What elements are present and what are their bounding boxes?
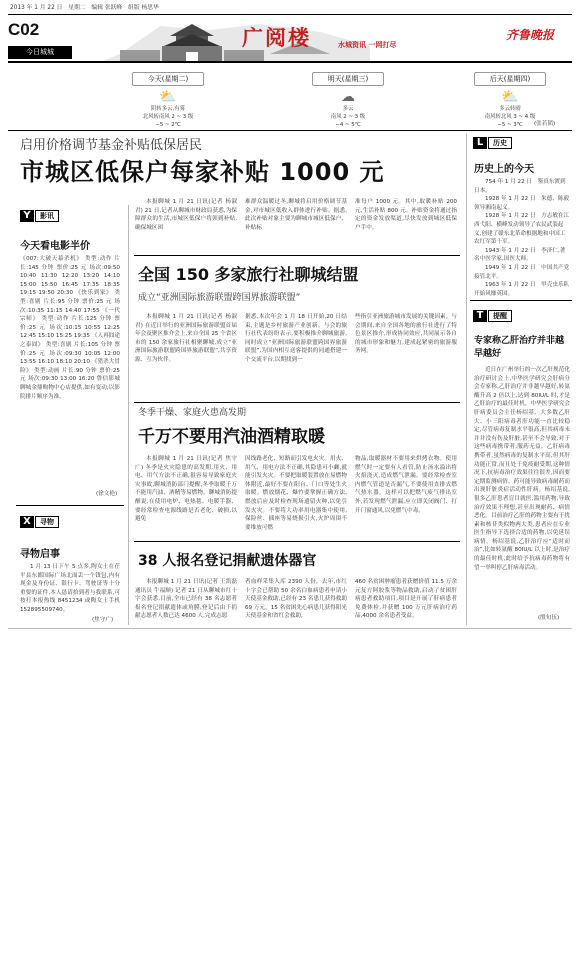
lostfound-credit: (焦守广): [92, 617, 114, 623]
weather-temp: −5 ~ 2℃: [155, 122, 181, 128]
lead-col-2: 难群众温暖过冬,聊城将启用价格调节基金,对市城区低收入群体进行补贴。据悉,此次补贴对象主要为聊城市城区低保户、补贴标: [245, 199, 347, 231]
tips-body: 近日在广州举行的一次乙肝规范化治疗研讨会上,中华医学研究会肝病分会专家称,乙肝治疗并非越早越好,转氨酶升高 2 倍以上,达到 80IU/L 时,才是乙肝治疗的最佳时机。中华医学研究会肝病委员会主任杨绍基、大多数乙肝大、小三阳病毒者肝功能一直比较稳定,尽管病毒复制水平很高,但其病毒未并并没有伤及肝脏,甚至不会导致,对于这些病毒携带者,服药无益。乙肝病毒携带者,虽然病毒的复制水平高,但其肝功能正常,而且处于免疫耐受期,这种情况下,抗病毒治疗效果往往很差,因而要定期监测病情。药可能导致病毒耐药而出现肝脏炎症活动性肝病。杨绍基说,很多乙肝患者盲目就医,滥用药物,导致治疗效果不理想,甚至出现耐药、病情恶化。目前治疗乙肝的药物主要有干扰素和核苷类似物两大类,患者应在专业医生指导下选择合适的药物,以免延误病情。杨绍基说,乙肝治疗应“适时而治”,比如转氨酶 80IU/L 以上时,是治疗的最佳时机,此时给予抗病毒药物将有望一举叫停乙肝病毒活动。: [474, 367, 570, 571]
weather-tomorrow: [300, 72, 396, 129]
section-letter: X: [20, 516, 34, 528]
page-title: 广阅楼: [242, 26, 311, 50]
heaters-kicker: 冬季干燥、家庭火患高发期: [138, 408, 247, 418]
center-rule-1: [134, 255, 460, 256]
weather-desc: 多云: [342, 106, 354, 112]
page-bottom-rule: [8, 628, 572, 629]
section-history: [473, 137, 512, 149]
left-divider: [128, 205, 129, 625]
movies-headline: 今天看电影半价: [20, 241, 90, 252]
movies-credit: (徐文艳): [96, 491, 118, 497]
weather-temp: −5 ~ 3℃: [497, 122, 523, 128]
section-name: 历史: [488, 137, 512, 149]
brand-logo: 齐鲁晚报: [506, 28, 555, 42]
weather-wind: 南风 2 ~ 3 级: [330, 114, 366, 120]
cloud-sun-icon: ⛅: [501, 89, 519, 105]
page-subtitle: 水城资讯 一网打尽: [338, 41, 397, 49]
center-rule-2: [134, 402, 460, 403]
lead-col-1: 本报聊城 1 月 21 日讯(记者 杨淑君) 21 日,记者从聊城市财政局获悉,为保障群众的生活,市城区低保户将领到补贴,确保城区困: [135, 199, 237, 231]
section-lostfound: [20, 516, 59, 528]
weather-wind: 北风转南风 2 ~ 3 级: [142, 114, 194, 120]
lead-headline: 市城区低保户每家补贴 1000 元: [20, 158, 385, 186]
weather-day: 明天(星期三): [312, 72, 384, 86]
movies-body: 《007:大破天幕杀机》 类型:动作 片长:145 分钟 票价:25 元 场次:09:50 10:40 11:30 12:20 13:20 14:10 15:00 15:50 16:45 17:35 18:35 19:15 19:50 20:30 《快乐到家》 类型:喜剧 片长:95 分钟 票价:25 元 场次:10:35 11:15 14:40 17:55 《一代宗师》 类型:动作 片长:125 分钟 票价:25 元 场次:10:15 10:55 12:25 12:45 15:10 15:25 19:35 《人再囧途之泰囧》 类型:喜剧 片长:105 分钟 票价:25 元 场次:09:30 10:05 12:00 13:55 16:10 18:10 20:10 《猎杀大冒险》 类型:动画 片长:90 分钟 票价:25 元 场次:09:30 13:00 16:20 鲁信影城聊城金鼎购物中心店提供,如有变动,以影院排片顺序为准。: [20, 256, 120, 400]
right-section-rule: [470, 300, 572, 301]
section-name: 影讯: [35, 210, 59, 222]
date-line: 2013 年 1 月 22 日 星期二 编辑 张跃峰 组版 杨思华: [10, 5, 159, 11]
cloud-icon: ☁: [341, 89, 355, 105]
tours-headline: 全国 150 多家旅行社聊城结盟: [138, 265, 359, 284]
weather-credit: (张若韬): [534, 121, 556, 127]
history-list: [474, 178, 570, 298]
header-rule: [8, 14, 572, 15]
donation-col-1: 本报聊城 1 月 21 日讯(记者 王凯磊 通讯员 牛福顺) 记者 21 日从聊城市红十字会获悉,目前,全市已经有 38 名志愿者报名登记捐献遗体或角膜,登记后由于捐献志愿者人数已达 4600 人,完成志愿: [135, 579, 237, 620]
lostfound-body: 1 月 13 日下午 5 点多,陶女士在茌平县东都国际广场北面丢一个钱包,内有现金及身份证、银行卡、驾驶证等十分重要的证件,本人恳请拾到者与我联系,可按打本报热线 8451234 或陶女士手机 152895509740。: [20, 564, 120, 613]
tips-headline: 专家称乙肝治疗并非越早越好: [474, 336, 565, 359]
left-section-rule: [16, 505, 124, 506]
heaters-col-2: 因线路老化、短路而引发电火灾。用火、用气、用电方法不正确,其隐患可小觑,就能引发火灾。不要把取暖装置放在易燃物体附近,最好不要在阳台、门口等处生火取暖。燃放烟花、爆竹要掌握正确方法,燃放后应及时检查现场遗留火种,以免引发火灾。不要将大功率用电器集中使用,保险丝、插座等易烧损引火,火炉周围不要堆放可燃: [245, 456, 347, 531]
heaters-col-1: 本报聊城 1 月 21 日讯(记者 焦守广) 冬季是火灾隐患的高发期,用火、用电、用气方法不正确,很容易导致家庭火灾事故,聊城消防部门提醒,冬季取暖千万不能用汽油、酒精等易燃物。聊城消防提醒说,在使用电炉、电热毯、电暖手器、要经常检查电源线路是否老化、破损,以避免: [135, 456, 237, 523]
channel-tab: 今日城城: [8, 46, 72, 59]
weather-today: [120, 72, 216, 129]
donation-col-2: 者血样采集入库 2390 人份。去年,市红十字会已帮助 50 余名白血病患者申请小天使基金救助,已经有 23 名患儿获得救助 69 万元。15 名贫困先心病患儿获得阳光天使基金和省红会救助,: [245, 579, 347, 620]
tours-subhead: 成立“亚洲国际旅游联盟跨国界旅游联盟”: [138, 293, 301, 303]
heaters-headline: 千万不要用汽油酒精取暖: [138, 427, 325, 447]
tours-col-1: 本报聊城 1 月 21 日讯(记者 杨淑君) 在近日举行的亚洲国际旅游联盟首届年会及聚区推介会上,来自全国 25 个省区市的 150 余家旅行社相聚聊城,成立“亚洲国际旅游联盟跨国界旅游联盟”,共享资源、互为伙伴。: [135, 314, 237, 363]
section-letter: L: [473, 137, 487, 149]
list-item: 754 年 1 月 22 日 鉴真东渡到日本。: [474, 179, 566, 194]
tours-col-3: 些指引亚洲旅游城市发展的关键因素。与会期间,来自全国各地的旅行社进行了特色景区推介,形成协同效应,共同展示各自的城市形象和魅力,建成起紧密的旅游服务网。: [355, 314, 457, 355]
donation-col-3: 460 名贫困肿瘤患者获赠价值 11.5 万余元复方阿胶浆等物品救助,启动了贫困肝病患者救助项目,项目是开展了肝病患者免费体检,并获赠 100 万元肝病治疗药品,4000 余名患者受益。: [355, 579, 457, 620]
lostfound-headline: 寻物启事: [20, 549, 60, 560]
weather-wind: 南风转北风 3 ~ 4 级: [484, 114, 536, 120]
history-headline: 历史上的今天: [474, 164, 534, 175]
tours-col-2: 据悉,本次年会 1 月 18 日开始,20 日结束,主题是乡村旅游产业创新。与会的旅行社代表纷纷表示,要积极推介聊城旅游,同时成立“亚洲国际旅游联盟跨国界旅游联盟”,为国内相互送客提供的同通搭建一个交流平台,以期找到一: [245, 314, 347, 363]
section-name: 寻物: [35, 516, 59, 528]
section-name: 提醒: [488, 310, 512, 322]
weather-desc: 多云转晴: [499, 106, 521, 112]
lead-col-3: 准每户 1000 元。其中,取暖补贴 200 元,生活补贴 800 元。补贴资金将通过指定的资金发放渠道,尽快发放到城区低保户手中。: [355, 199, 457, 231]
donation-headline: 38 人报名登记捐献遗体器官: [138, 553, 317, 569]
header-bottom-rule: [8, 61, 572, 63]
column-divider: [466, 133, 467, 625]
heaters-col-3: 物品,取暖器材不要用来烘烤衣物。使用燃气时一定要有人看管,防止汤水溢出将火焰浇灭,造成燃气泄漏。要经常检查室内燃气管道是否漏气,不要使用直排式燃气热水器。这样可以把燃气废气排出室外,若发现燃气泄漏,应立即关闭阀门、打开门窗通风,以免燃气中毒。: [355, 456, 457, 514]
weather-day: 今天(星期二): [132, 72, 204, 86]
weather-rule: [8, 130, 572, 131]
list-item: 1943 年 1 月 22 日 李济仁,著名中医学家,国医大师。: [474, 247, 566, 263]
list-item: 1928 年 1 月 22 日 朱德、陈毅领导湘南起义。: [474, 196, 570, 211]
weather-temp: −4 ~ 5℃: [335, 122, 361, 128]
section-letter: Y: [20, 210, 34, 222]
list-item: 1963 年 1 月 22 日 甲壳虫乐队开始风靡英国。: [474, 282, 570, 297]
weather-day: 后天(星期四): [474, 72, 546, 86]
gate-tower-illustration: [100, 16, 370, 62]
list-item: 1928 年 1 月 22 日 方志敏在江西弋阳、横峰发动领导了农民武装起义,创建了赣东北革命根据地和中国工农红军第十军。: [474, 213, 570, 246]
center-rule-3: [134, 541, 460, 542]
cloud-sun-icon: ⛅: [159, 89, 177, 105]
tips-credit: (殷旬伍): [538, 615, 560, 621]
weather-desc: 阴转多云,有雾: [150, 106, 186, 112]
list-item: 1949 年 1 月 22 日 中国共产党接管北平。: [474, 264, 570, 280]
page-number: C02: [8, 20, 40, 39]
section-letter: T: [473, 310, 487, 322]
lead-kicker: 启用价格调节基金补贴低保居民: [20, 138, 203, 153]
section-tips: [473, 310, 512, 322]
section-movies: [20, 210, 59, 222]
